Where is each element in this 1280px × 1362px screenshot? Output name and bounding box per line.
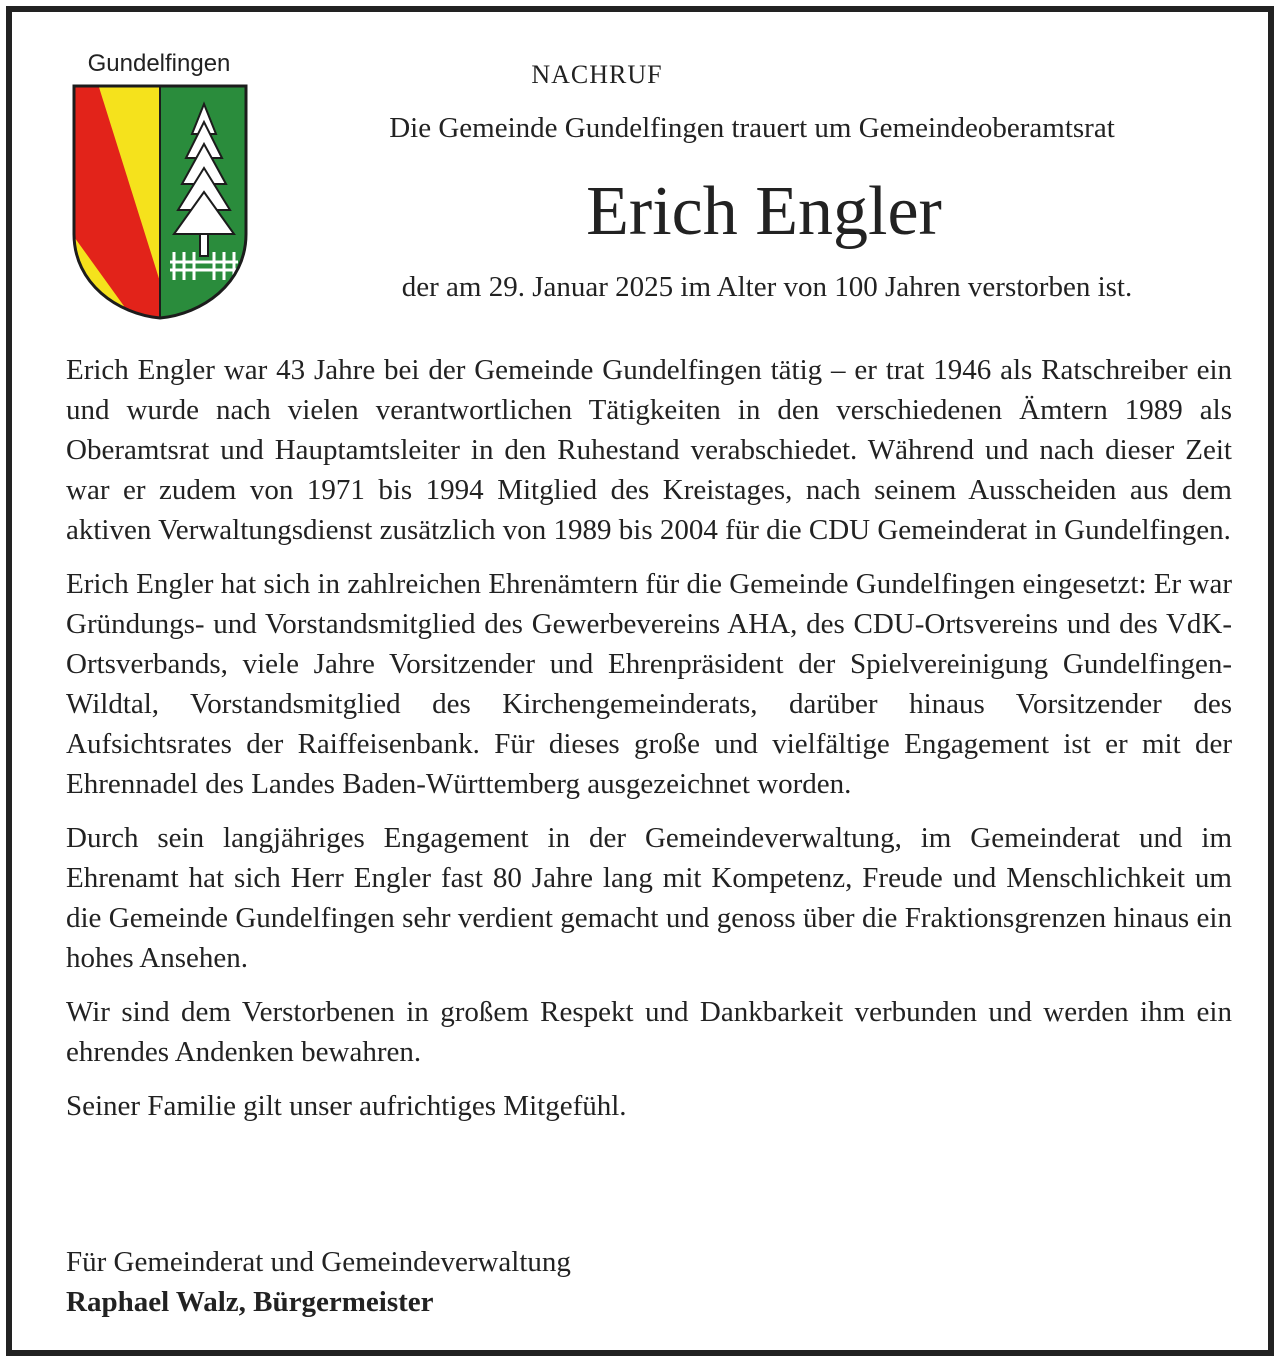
paragraph-respect: Wir sind dem Verstorbenen in großem Respekt und Dankbarkeit verbunden und werden ihm ein ehrendes Andenken bewahren. xyxy=(66,996,1232,1068)
deceased-name: Erich Engler xyxy=(586,173,942,250)
obituary-frame xyxy=(6,6,1274,1356)
death-date-line: der am 29. Januar 2025 im Alter von 100 Jahren verstorben ist. xyxy=(401,271,1133,303)
crest xyxy=(66,50,266,320)
heading: NACHRUF xyxy=(531,60,663,89)
obituary-body xyxy=(66,350,1232,1140)
paragraph-honorary: Erich Engler hat sich in zahlreichen Ehrenämtern für die Gemeinde Gundelfingen eingesetzt: Er war Gründungs- und Vorstandsmitglied des Gewerbevereins AHA, des CDU-Ortsvereins und des VdK-Ortsverbands, viele Jahre Vorsitzender und Ehrenpräsident der Spielvereinigung Gundelfingen-Wildtal, Vorstandsmitglied des Kirchengemeinderats, darüber hinaus Vorsitzender des Aufsichtsrates der Raiffeisenbank. Für dieses große und vielfältige Engagement ist er mit der Ehrennadel des Landes Baden-Württemberg ausgezeichnet worden. xyxy=(66,568,1232,800)
paragraph-career: Erich Engler war 43 Jahre bei der Gemeinde Gundelfingen tätig – er trat 1946 als Ratschreiber ein und wurde nach vielen verantwortlichen Tätigkeiten in den verschiedenen Ämtern 1989 als Oberamtsrat und Hauptamtsleiter in den Ruhestand verabschiedet. Während und nach dieser Zeit war er zudem von 1971 bis 1994 Mitglied des Kreistages, nach seinem Ausscheiden aus dem aktiven Verwaltungsdienst zusätzlich von 1989 bis 2004 für die CDU Gemeinderat in Gundelfingen. xyxy=(66,354,1232,546)
signature-line: Für Gemeinderat und Gemeindeverwaltung xyxy=(66,1246,571,1278)
crest-label: Gundelfingen xyxy=(87,50,231,77)
paragraph-condolences: Seiner Familie gilt unser aufrichtiges Mitgefühl. xyxy=(66,1090,627,1122)
paragraph-engagement: Durch sein langjähriges Engagement in der Gemeindeverwaltung, im Gemeinderat und im Ehrenamt hat sich Herr Engler fast 80 Jahre lang mit Kompetenz, Freude und Menschlichkeit um die Gemeinde Gundelfingen sehr verdient gemacht und genoss über die Fraktionsgrenzen hinaus ein hohes Ansehen. xyxy=(66,822,1232,974)
intro-line: Die Gemeinde Gundelfingen trauert um Gemeindeoberamtsrat xyxy=(389,112,1115,144)
coat-of-arms-icon xyxy=(72,84,248,320)
signatory-name: Raphael Walz, Bürgermeister xyxy=(66,1286,434,1318)
signature xyxy=(66,1242,571,1322)
obituary-header xyxy=(292,60,1222,304)
